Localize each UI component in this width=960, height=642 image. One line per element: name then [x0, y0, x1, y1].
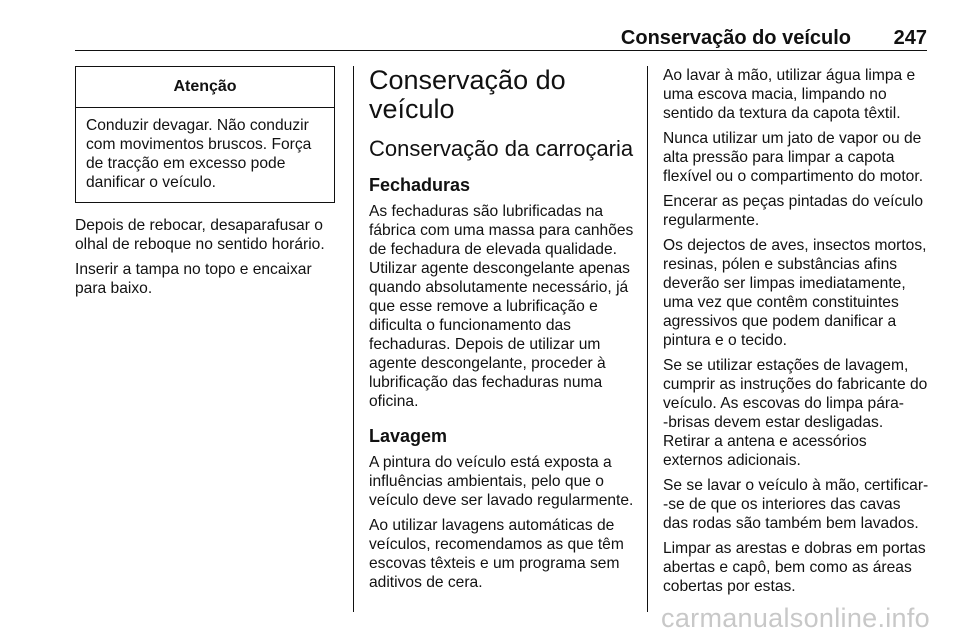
- paragraph: Nunca utilizar um jato de vapor ou de alta pressão para limpar a capota flexível ou o compartimento do motor.: [663, 130, 924, 185]
- running-title: Conservação do veículo: [620, 27, 851, 49]
- paragraph: A pintura do veículo está exposta a influências ambientais, pelo que o veículo deve ser lavado regularmente.: [369, 454, 634, 509]
- right-column: [663, 66, 929, 602]
- page-number: 247: [893, 27, 927, 49]
- section-title: Conservação da carroçaria: [369, 136, 634, 161]
- page-header: [75, 24, 927, 51]
- warning-title: Atenção: [76, 67, 334, 108]
- warning-box: [75, 66, 335, 203]
- paragraph: Ao utilizar lavagens automáticas de veículos, recomendamos as que têm escovas têxteis e um programa sem aditivos de cera.: [369, 517, 624, 591]
- column-divider-right: [647, 66, 648, 612]
- paragraph: Se se lavar o veículo à mão, certificar-‑se de que os interiores das cavas das rodas são também bem lavados.: [663, 477, 929, 532]
- chapter-title: Conservação do veículo: [369, 65, 566, 124]
- paragraph: Os dejectos de aves, insectos mortos, resinas, pólen e substâncias afins deverão ser limpas imediatamente, uma vez que contêm constituintes agressivos que podem danificar a pintura e o tecido.: [663, 237, 927, 349]
- middle-column: [369, 66, 635, 598]
- column-divider-left: [353, 66, 354, 612]
- paragraph: Inserir a tampa no topo e encaixar para baixo.: [75, 261, 312, 297]
- paragraph: As fechaduras são lubrificadas na fábrica com uma massa para canhões de fechadura de elevada qualidade. Utilizar agente descongelante apenas quando absolutamente necessário, já que esse remove a lubrificação e dificulta o funcionamento das fechaduras. Depois de utilizar um agente descongelante, proceder à lubrificação das fechaduras numa oficina.: [369, 203, 634, 410]
- watermark: carmanualsonline.info: [661, 603, 930, 633]
- paragraph: Ao lavar à mão, utilizar água limpa e uma escova macia, limpando no sentido da textura da capota têxtil.: [663, 67, 916, 122]
- left-column: [75, 66, 337, 304]
- paragraph: Depois de rebocar, desaparafusar o olhal de reboque no sentido horário.: [75, 217, 325, 253]
- subsection-title-lavagem: Lavagem: [369, 426, 448, 446]
- paragraph: Limpar as arestas e dobras em portas abertas e capô, bem como as áreas cobertas por estas.: [663, 540, 926, 595]
- paragraph: Encerar as peças pintadas do veículo regularmente.: [663, 193, 924, 229]
- paragraph: Se se utilizar estações de lavagem, cumprir as instruções do fabricante do veículo. As escovas do limpa pára-‑brisas devem estar desligadas. Retirar a antena e acessórios externos adicionais.: [663, 357, 928, 469]
- subsection-title-fechaduras: Fechaduras: [369, 175, 471, 195]
- warning-text: Conduzir devagar. Não conduzir com movimentos bruscos. Força de tracção em excesso pode danificar o veículo.: [86, 117, 312, 191]
